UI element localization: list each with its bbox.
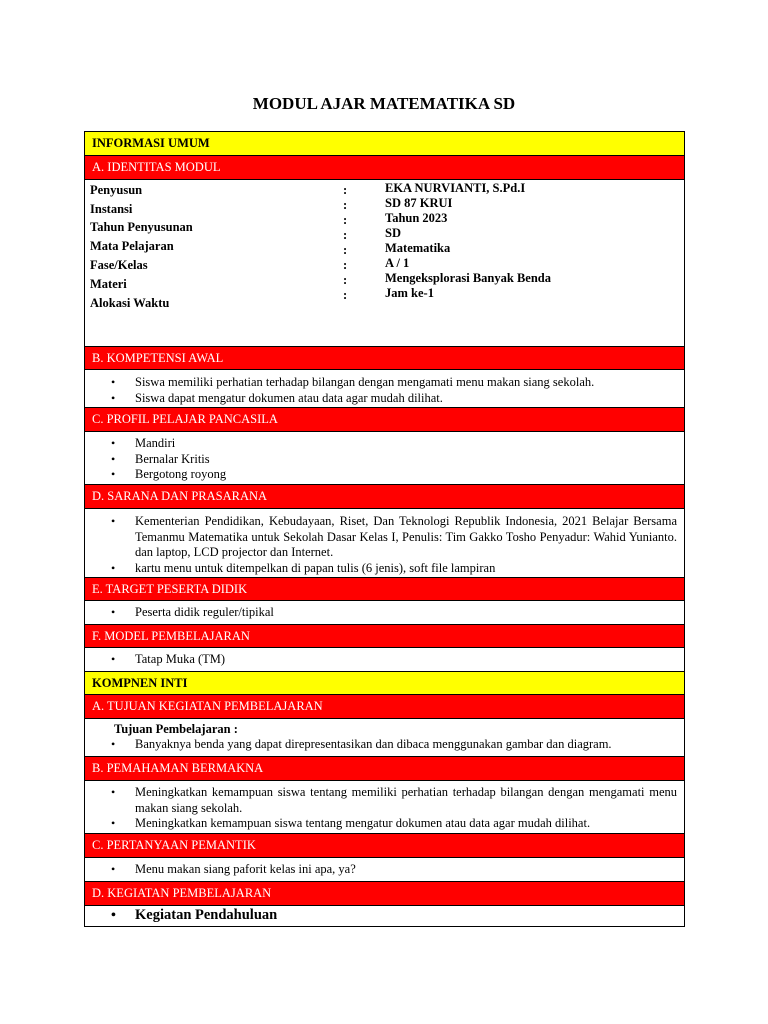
value-matematika: Matematika [385, 241, 451, 255]
list-item: • Banyaknya benda yang dapat direpresentasikan dan dibaca menggunakan gambar dan diagram. [135, 737, 684, 753]
tujuan-block [85, 719, 684, 757]
colon: : [343, 273, 348, 287]
list-item: • Kementerian Pendidikan, Kebudayaan, Riset, Dan Teknologi Republik Indonesia, 2021 Belajar Bersama Temanmu Matematika untuk Sekolah Dasar Kelas I, Penulis: Tim Gakko Tosho Penyadur: Wahid Yunianto. dan laptop, LCD projector dan Internet. [135, 514, 684, 561]
list-item: • Menu makan siang paforit kelas ini apa, ya? [135, 862, 684, 878]
list-item: • Tatap Muka (TM) [135, 652, 684, 668]
target-list [85, 601, 684, 625]
document-title: MODUL AJAR MATEMATIKA SD [252, 94, 516, 113]
profil-list [85, 432, 684, 485]
value-instansi: SD 87 KRUI [385, 196, 453, 210]
section-header-identitas-modul: A. IDENTITAS MODUL [85, 156, 684, 180]
section-header-sarana: D. SARANA DAN PRASARANA [85, 485, 684, 509]
value-materi: Mengeksplorasi Banyak Benda [385, 271, 552, 285]
kompetensi-awal-list [85, 370, 684, 408]
colon: : [343, 288, 348, 302]
label-alokasi-waktu: Alokasi Waktu [90, 296, 170, 310]
section-header-pemahaman: B. PEMAHAMAN BERMAKNA [85, 757, 684, 781]
section-header-kompnen-inti: KOMPNEN INTI [85, 672, 684, 695]
value-sd: SD [385, 226, 401, 240]
value-tahun: Tahun 2023 [385, 211, 448, 225]
section-header-model: F. MODEL PEMBELAJARAN [85, 625, 684, 648]
section-header-informasi-umum: INFORMASI UMUM [85, 132, 684, 156]
list-item: • kartu menu untuk ditempelkan di papan tulis (6 jenis), soft file lampiran [135, 561, 684, 577]
value-jam: Jam ke-1 [385, 286, 434, 300]
colon: : [343, 243, 348, 257]
colon: : [343, 228, 348, 242]
list-item: • Meningkatkan kemampuan siswa tentang memiliki perhatian terhadap bilangan dengan mengamati menu makan siang sekolah. [135, 785, 684, 816]
colon: : [343, 258, 348, 272]
pemahaman-list [85, 781, 684, 834]
section-header-kompetensi-awal: B. KOMPETENSI AWAL [85, 347, 684, 370]
section-header-pertanyaan: C. PERTANYAAN PEMANTIK [85, 834, 684, 858]
sarana-list [85, 509, 684, 578]
identitas-block [85, 180, 684, 347]
colon: : [343, 183, 348, 197]
list-item: • Mandiri [135, 436, 684, 452]
section-header-tujuan: A. TUJUAN KEGIATAN PEMBELAJARAN [85, 695, 684, 719]
label-fase-kelas: Fase/Kelas [90, 258, 148, 272]
value-penyusun: EKA NURVIANTI, S.Pd.I [385, 181, 526, 195]
label-mata-pelajaran: Mata Pelajaran [90, 239, 174, 253]
list-item: • Peserta didik reguler/tipikal [135, 605, 684, 621]
list-item: • Meningkatkan kemampuan siswa tentang mengatur dokumen atau data agar mudah dilihat. [135, 816, 684, 832]
list-item: • Bergotong royong [135, 467, 684, 483]
value-fase: A / 1 [385, 256, 410, 270]
section-header-kegiatan: D. KEGIATAN PEMBELAJARAN [85, 882, 684, 906]
label-instansi: Instansi [90, 202, 133, 216]
section-header-profil-pelajar: C. PROFIL PELAJAR PANCASILA [85, 408, 684, 432]
tujuan-label: Tujuan Pembelajaran : [114, 722, 238, 736]
section-header-target: E. TARGET PESERTA DIDIK [85, 578, 684, 601]
label-penyusun: Penyusun [90, 183, 143, 197]
label-materi: Materi [90, 277, 127, 291]
list-item: • Siswa dapat mengatur dokumen atau data agar mudah dilihat. [135, 391, 684, 407]
list-item: • Bernalar Kritis [135, 452, 684, 468]
model-list [85, 648, 684, 672]
label-tahun-penyusunan: Tahun Penyusunan [90, 220, 193, 234]
colon: : [343, 213, 348, 227]
pertanyaan-list [85, 858, 684, 882]
list-item: • Kegiatan Pendahuluan [135, 908, 684, 924]
kegiatan-list [85, 906, 684, 926]
list-item: • Siswa memiliki perhatian terhadap bilangan dengan mengamati menu makan siang sekolah. [135, 375, 684, 391]
colon: : [343, 198, 348, 212]
module-table [84, 131, 685, 927]
